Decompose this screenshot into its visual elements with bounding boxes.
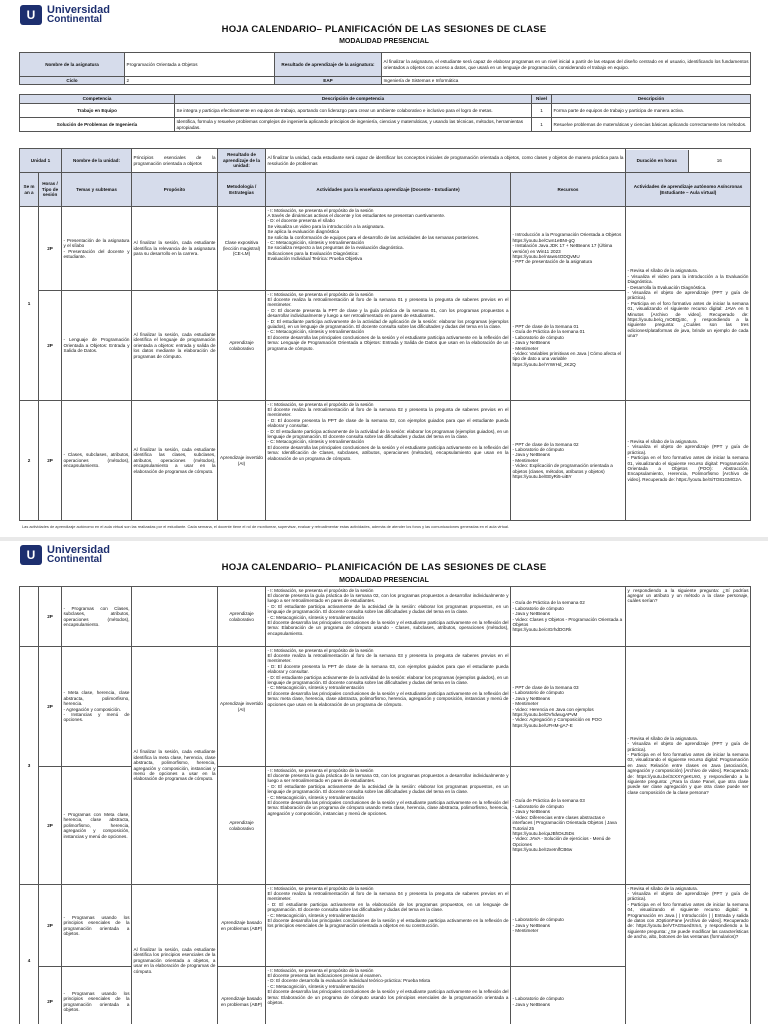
method-header: Metodología / Estrategias: [218, 173, 266, 207]
week-number: [20, 587, 39, 647]
topics-cell: - Programas con Meta clase, herencia, clase abstracta, polimorfismo, herencia, agregación y composición, instancias y menú de opciones.: [62, 767, 132, 885]
logo-line1: Universidad: [47, 4, 110, 16]
unit-duration: [626, 149, 751, 173]
activities-cell: - I: Motivación, se presenta el propósito de la sesión A través de dinámicas activas el docente y los estudiantes se presentan cuertivamente. - D: el docente presenta el sílabo Se visualiza un video para la introducción a la asignatura. Se aplica la evaluación diagnóstica Se solicita la conformación de equipos para el desarrollo de las actividades de las semanas posteriores. - C: Metacognición, síntesis y retroalimentación Se socializa respecto a las preguntas de la evaluación diagnóstica. Indicaciones para la Evaluación Diagnóstica: Evaluación Individual Teórica: Prueba Objetiva: [266, 207, 511, 291]
page-divider: [0, 537, 768, 541]
session-hours: 2P: [39, 401, 62, 521]
unit-label: Unidad 1: [20, 149, 62, 173]
purpose-cell: Al finalizar la sesión, cada estudiante identifica el lenguaje de programación orientada a objetos: entrada y salida de los datos mediante la elaboración de programas de cómputo.: [132, 291, 218, 401]
week-number: 1: [20, 207, 39, 401]
course-name: Programación Orientada a Objetos: [125, 53, 275, 77]
async-cell: - Revisa el sílabo de la asignatura. - Visualiza el video para la introducción a la Evaluación Diagnóstica. - Desarrolla la Evaluación Diagnóstica. - Visualiza el objeto de aprendizaje (PPT y guía de práctica). - Participa en el foro formativo antes de iniciar la semana 01, visualizando el siguiente recurso digital: JAVA en 5 Minutos [Archivo de video]. Recuperado de: https://youtu.be/q_mOBQj4Ic, y respondiendo a la siguiente pregunta: ¿Cuáles son las tres ediciones/plataformas de java, brinde un ejemplo de cada una?: [626, 207, 751, 401]
resources-cell: - Laboratorio de cómputo - Java y NetBeans: [511, 967, 626, 1024]
method-cell: Aprendizaje basado en problemas (ABP): [218, 885, 266, 967]
week-number: 4: [20, 885, 39, 1024]
async-header: Actividades de aprendizaje autónomo Asíncronas (Estudiante – Aula virtual): [626, 173, 751, 207]
session-hours: 2P: [39, 647, 62, 767]
competence-level: 1: [532, 118, 552, 132]
activities-cell: - I: Motivación, se presenta el propósito de la sesión El docente realiza la retroalimentación al foro de la semana 01 y presenta la pregunta de saberes previos en el mentimeter. - D: El docente presenta la PPT de clase y la guía práctica de la semana 01, con los programas propuestos a desarrollar individualmente y luego a ser retroalimentado en pares de estudiantes. - D: El estudiante participa activamente de la actividad de aplicación de la sesión: elaborar los programas (ejemplos guiados), en un lenguaje de programación. El docente consulta sobre las dificultades y dudas del tema en la clase. - C: Metacognición, síntesis y retroalimentación El docente desarrolla las principales conclusiones de la sesión y el estudiante participa activamente en la reflexión del tema: Lenguaje de Programación Orientada a Objetos: Entrada y Salida de Datos que usan en la elaboración de un programa de cómputo.: [266, 291, 511, 401]
unit-name-label: Nombre de la unidad:: [62, 149, 132, 173]
competence-desc: Identifica, formula y resuelve problemas complejos de ingeniería aplicando principios de ingeniería, ciencias y matemáticas, y usando las técnicas, métodos, herramientas apropiadas.: [175, 118, 532, 132]
resources-cell: - Introducción a la Programación Orientada a Objetos https://youtu.be/Cwn1eBNI-gQ - Instalación Java JDK 17 + NetBeans 17 (Última versión) en Win11 2023 https://youtu.be/nIaws4ODQvMU - PPT de presentación de la asignatura: [511, 207, 626, 291]
activities-cell: - I: Motivación, se presenta el propósito de la sesión El docente presenta la guía práctica de la semana 02, con los programas propuestos a desarrollar individualmente y luego a ser retroalimentado en pares de estudiantes. - D: El estudiante participa activamente de la actividad de la sesión: elaborar los programas propuestos, en un lenguaje de programación. El docente consulta sobre las dificultades y dudas del tema en la clase. - C: Metacognición, síntesis y retroalimentación El docente desarrolla las principales conclusiones de la sesión y el estudiante participa activamente en la reflexión del tema: Elaboración de un programa de cómputo usando - Clases, subclases, atributos, operaciones (métodos), encapsulamiento.: [266, 587, 511, 647]
purpose-cell: Al finalizar la sesión, cada estudiante identifica las clases, subclases, atributos, operaciones (métodos), encapsulamiento a usar en la elaboración de programas de cómputo.: [132, 401, 218, 521]
hours-header: Horas / Tipo de sesión: [39, 173, 62, 207]
method-cell: Aprendizaje invertido (AI): [218, 401, 266, 521]
session-hours: 2P: [39, 291, 62, 401]
logo-mark-icon: U: [20, 5, 42, 25]
resources-cell: - PPT de clase de la Semana 03 - Laboratorio de cómputo - Java y NetBeans - Mentimeter - Video: Herencia en Java con ejemplos https://youtu.be/DVhdwugAPvM - Video: Agregación y Composición en POO https://youtu.be/UFHM-gA7-E: [511, 647, 626, 767]
topics-header: Temas y subtemas: [62, 173, 132, 207]
method-cell: Clase expositiva (lección magistral) (CE-LM): [218, 207, 266, 291]
logo-mark-icon: U: [20, 545, 42, 565]
competence-level: 1: [532, 104, 552, 118]
method-cell: Aprendizaje colaborativo: [218, 767, 266, 885]
competence-desc-header: Descripción de competencia: [175, 95, 532, 104]
duration-label: Duración en horas: [626, 150, 689, 172]
resources-cell: - Laboratorio de cómputo - Java y NetBeans - Mentimeter: [511, 885, 626, 967]
unit-outcome: Al finalizar la unidad, cada estudiante será capaz de identificar los conceptos iniciales de programación orientada a objetos, como clases y objetos de manera práctica para la resolución de problemas: [266, 149, 626, 173]
level-desc-header: Descripción: [552, 95, 751, 104]
competence-level-desc: Forma parte de equipos de trabajo y participa de manera activa.: [552, 104, 751, 118]
competence-level-desc: Resuelve problemas de matemáticas y ciencias básicas aplicando correctamente los métodos.: [552, 118, 751, 132]
cycle-label: Ciclo: [20, 77, 125, 85]
course-info-table: [19, 52, 751, 85]
activities-cell: - I: Motivación, se presenta el propósito de la sesión El docente presenta las indicaciones previas al examen. - D: El docente desarrolla la evaluación individual teórico-práctica: Prueba Mixta - C: Metacognición, síntesis y retroalimentación El docente desarrolla las principales conclusiones de la sesión y el estudiante participa activamente en la reflexión del tema: Elaboración de un programa de cómputo usando los principios esenciales de la programación orientada a objetos.: [266, 967, 511, 1024]
method-cell: Aprendizaje colaborativo: [218, 291, 266, 401]
logo-line1: Universidad: [47, 544, 110, 556]
method-cell: Aprendizaje basado en problemas (ABP): [218, 967, 266, 1024]
session-hours: 2P: [39, 967, 62, 1024]
eap-label: EAP: [275, 77, 382, 85]
topics-cell: - Lenguaje de Programación Orientada a Objetos: Entrada y Salida de Datos.: [62, 291, 132, 401]
session-hours: 2P: [39, 207, 62, 291]
activities-cell: - I: Motivación, se presenta el propósito de la sesión El docente presenta la guía práctica de la semana 03, con los programas propuestos a desarrollar individualmente y luego a ser retroalimentado en pares de estudiantes. - D: El estudiante participa activamente de la actividad de la sesión: elaborar los programas propuestos, en un lenguaje de programación. El docente consulta sobre las dificultades y dudas del tema en la clase. - C: Metacognición, síntesis y retroalimentación El docente desarrolla las principales conclusiones de la sesión y el estudiante participa activamente en la reflexión del tema: Elaboración de un programa de cómputo usando meta clase, herencia, clase abstracta, polimorfismo, herencia, agregación y composición, instancias y menú de opciones.: [266, 767, 511, 885]
purpose-header: Propósito: [132, 173, 218, 207]
purpose-cell: [132, 587, 218, 647]
week-header: Se m an a: [20, 173, 39, 207]
university-logo: [20, 5, 110, 25]
session-hours: 2P: [39, 885, 62, 967]
course-outcome: Al finalizar la asignatura, el estudiante será capaz de elaborar programas en un nivel inicial a partir de las etapas del diseño centrado en el usuario, identificando los fundamentos orientados a objetos con acceso a datos, que usará en un lenguaje de programación, considerando el trabajo en equipo.: [382, 53, 751, 77]
topics-cell: - Programas usando los principios esenciales de la programación orientada a objetos.: [62, 967, 132, 1024]
level-header: Nivel: [532, 95, 552, 104]
footnote: Las actividades de aprendizaje autónomo en el aula virtual son las realizadas por el estudiante. Cada semana, el docente tiene el rol de monitorear, supervisar, evaluar y retroalimentar estas actividades, además de atender los foros y las comunicaciones generadas en el aula virtual.: [22, 524, 510, 529]
topics-cell: - Presentación de la asignatura y el sílabo - Presentación del docente y estudiante.: [62, 207, 132, 291]
week-number: 2: [20, 401, 39, 521]
topics-cell: - Meta clase, herencia, clase abstracta, polimorfismo, herencia. - Agregación y composición. - Instancias y menú de opciones.: [62, 647, 132, 767]
resources-cell: - PPT de clase de la Semana 01 - Guía de Práctica de la semana 01 - Laboratorio de cómputo - Java y NetBeans - Mentimeter - Video: Variables primitivas en Java | Cómo afecta el tipo de dato a una variable https://youtu.be/YrWrHd_2K2Q: [511, 291, 626, 401]
activities-header: Actividades para la enseñanza aprendizaje (Docente - Estudiante): [266, 173, 511, 207]
resources-cell: - PPT de clase de la Semana 02 - Laboratorio de cómputo - Java y NetBeans - Mentimeter - Video: Explicación de programación orientada a objetos (clases, métodos, atributos y objetos) https://youtu.be/EEyRi5-uiBY: [511, 401, 626, 521]
competence-desc: Se integra y participa efectivamente en equipos de trabajo, aportando con liderazgo para crear un ambiente colaborativo e inclusivo para el logro de metas.: [175, 104, 532, 118]
modality-label: MODALIDAD PRESENCIAL: [339, 38, 429, 45]
activities-cell: - I: Motivación, se presenta el propósito de la sesión El docente realiza la retroalimentación al foro de la semana 02 y presenta la pregunta de saberes previos en el mentimeter. - D: El docente presenta la PPT de clase de la semana 02, con ejemplos guiados para que el estudiante pueda elaborar y consultar. - D: El estudiante participa activamente de la actividad de la sesión: elaborar los programas (ejemplos guiados), en un lenguaje de programación. El docente consulta sobre las dificultades y dudas del tema en la clase. - C: Metacognición, síntesis y retroalimentación El docente desarrolla las principales conclusiones de la sesión y el estudiante participa activamente en la reflexión del tema: Identificación de Clases, subclases, atributos, operaciones (métodos), encapsulamiento que usan en la elaboración de un programa de cómputo.: [266, 401, 511, 521]
method-cell: Aprendizaje invertido (AI): [218, 647, 266, 767]
unit-outcome-label: Resultado de aprendizaje de la unidad:: [218, 149, 266, 173]
schedule-table-page1: [19, 148, 751, 521]
eap-value: Ingeniería de Sistemas e Informática: [382, 77, 751, 85]
topics-cell: - Clases, subclases, atributos, operaciones (métodos), encapsulamiento.: [62, 401, 132, 521]
document-title: HOJA CALENDARIO– PLANIFICACIÓN DE LAS SESIONES DE CLASE: [221, 24, 547, 35]
duration-value: 16: [716, 157, 722, 163]
course-outcome-label: Resultado de aprendizaje de la asignatura:: [275, 53, 382, 77]
resources-cell: - Guía de Práctica de la semana 02 - Laboratorio de cómputo - Java y NetBeans - Video: Clases y Objetos - Programación Orientada a Objetos https://youtu.be/cIGrhdDGRk: [511, 587, 626, 647]
activities-cell: - I: Motivación, se presenta el propósito de la sesión El docente realiza la retroalimentación al foro de la semana 04 y presenta la pregunta de saberes previos en el mentimeter. - D: El estudiante participa activamente en la elaboración de los programas propuestos, en un lenguaje de programación. El docente consulta sobre las dificultades y dudas del tema en la clase. - C: Metacognición, síntesis y retroalimentación El docente desarrolla las principales conclusiones de la sesión y el estudiante participa activamente en la reflexión de los principios esenciales de la programación orientada a objetos en su construcción.: [266, 885, 511, 967]
purpose-cell: Al finalizar la sesión, cada estudiante identifica la relevancia de la asignatura para su desarrollo en la carrera.: [132, 207, 218, 291]
resources-cell: - Guía de Práctica de la semana 03 - Laboratorio de cómputo - Java y NetBeans - Video: Diferencias entre clases abstractas e interfaces | Programación Orientada Objetos | Java Tutorial 25 https://youtu.be/qaJBhDsJ5Ds - Video: JAVA - Solución de ejercicios - Menú de Opciones https://youtu.be/I2xeInlfCB6w: [511, 767, 626, 885]
purpose-cell: Al finalizar la sesión, cada estudiante identifica los principios esenciales de la programación orientada a objetos, a usar en la elaboración de programas de cómputo.: [132, 885, 218, 1024]
week-number: 3: [20, 647, 39, 885]
resources-header: Recursos: [511, 173, 626, 207]
unit-name: Principios esenciales de la programación orientada a objetos: [132, 149, 218, 173]
logo-line2: Continental: [47, 14, 102, 25]
async-cell: - Revisa el sílabo de la asignatura. - Visualiza el objeto de aprendizaje (PPT y guía de práctica). - Participa en el foro formativo antes de iniciar la semana 04, visualizando el siguiente recurso digital: 9. Programación en Java | | Introducción | | Entrada y salida de datos con JOptionPane [Archivo de video]. Recuperado de: https://youtu.be/VTAG5uedXm4, y respondiendo a la siguiente pregunta: ¿Se puede modificar las características de ancho, alto, botones de las ventanas (formularios)?: [626, 885, 751, 1024]
async-cell: y respondiendo a la siguiente pregunta: ¿Sí podrías agregar un atributo y un método a la clase personaje, cuáles serían?: [626, 587, 751, 647]
competence-name: Trabajo en Equipo: [20, 104, 175, 118]
method-cell: Aprendizaje colaborativo: [218, 587, 266, 647]
modality-label: MODALIDAD PRESENCIAL: [339, 577, 429, 584]
document-title: HOJA CALENDARIO– PLANIFICACIÓN DE LAS SESIONES DE CLASE: [221, 562, 547, 573]
async-cell: - Revisa el sílabo de la asignatura. - Visualiza el objeto de aprendizaje (PPT y guía de práctica). - Participa en el foro formativo antes de iniciar la semana 01, visualizando el siguiente recurso digital: Programación Orientada a Objetos (POO): Abstracción, Encapsulamiento, Herencia, Polimorfismo [Archivo de video]. Recuperado de: https://youtu.be/SiTO81GMG2A.: [626, 401, 751, 521]
course-name-label: Nombre de la asignatura: [20, 53, 125, 77]
activities-cell: - I: Motivación, se presenta el propósito de la sesión El docente realiza la retroalimentación al foro de la semana 03 y presenta la pregunta de saberes previos en el mentimeter. - D: El docente presenta la PPT de clase de la semana 03, con ejemplos guiados para que el estudiante pueda elaborar y consultar. - D: El estudiante participa activamente de la actividad de la sesión: elaborar los programas (ejemplos guiados), en un lenguaje de programación. El docente consulta sobre las dificultades y dudas del tema en la clase. - C: Metacognición, síntesis y retroalimentación El docente desarrolla las principales conclusiones de la sesión y el estudiante participa activamente en la reflexión del tema: meta clase, herencia, clase abstracta, polimorfismo, herencia, agregación y composición, instancias y menú de opciones que usan en la elaboración de un programa de cómputo.: [266, 647, 511, 767]
cycle-value: 2: [125, 77, 275, 85]
topics-cell: - Programas con Clases, subclases, atributos, operaciones (métodos), encapsulamiento.: [62, 587, 132, 647]
async-cell: - Revisa el sílabo de la asignatura. - Visualiza el objeto de aprendizaje (PPT y guía de práctica). - Participa en el foro formativo antes de iniciar la semana 03, visualizando el siguiente recurso digital: Programación en Java: Relación entre clases en Java (asociación, agregación y composición) [Archivo de video]. Recuperado de: https://youtu.be/3cXXYgeKUn0, y respondiendo a la siguiente pregunta: ¿Para la clase Panel, que otra clase puede ser clase agregación y que otra clase puede ser clase composición de la clase persona?: [626, 647, 751, 885]
competence-table: [19, 94, 751, 132]
logo-line2: Continental: [47, 554, 102, 565]
session-hours: 2P: [39, 767, 62, 885]
competence-header: Competencia: [20, 95, 175, 104]
schedule-table-page2: [19, 586, 751, 1024]
competence-name: Solución de Problemas de Ingeniería: [20, 118, 175, 132]
session-hours: 2P: [39, 587, 62, 647]
purpose-cell: Al finalizar la sesión, cada estudiante identifica la meta clase, herencia, clase abstracta, polimorfismo, herencia, agregación y composición, instancias y menú de opciones a usar en la elaboración de programas de cómputo.: [132, 647, 218, 885]
topics-cell: - Programas usando los principios esenciales de la programación orientada a objetos.: [62, 885, 132, 967]
